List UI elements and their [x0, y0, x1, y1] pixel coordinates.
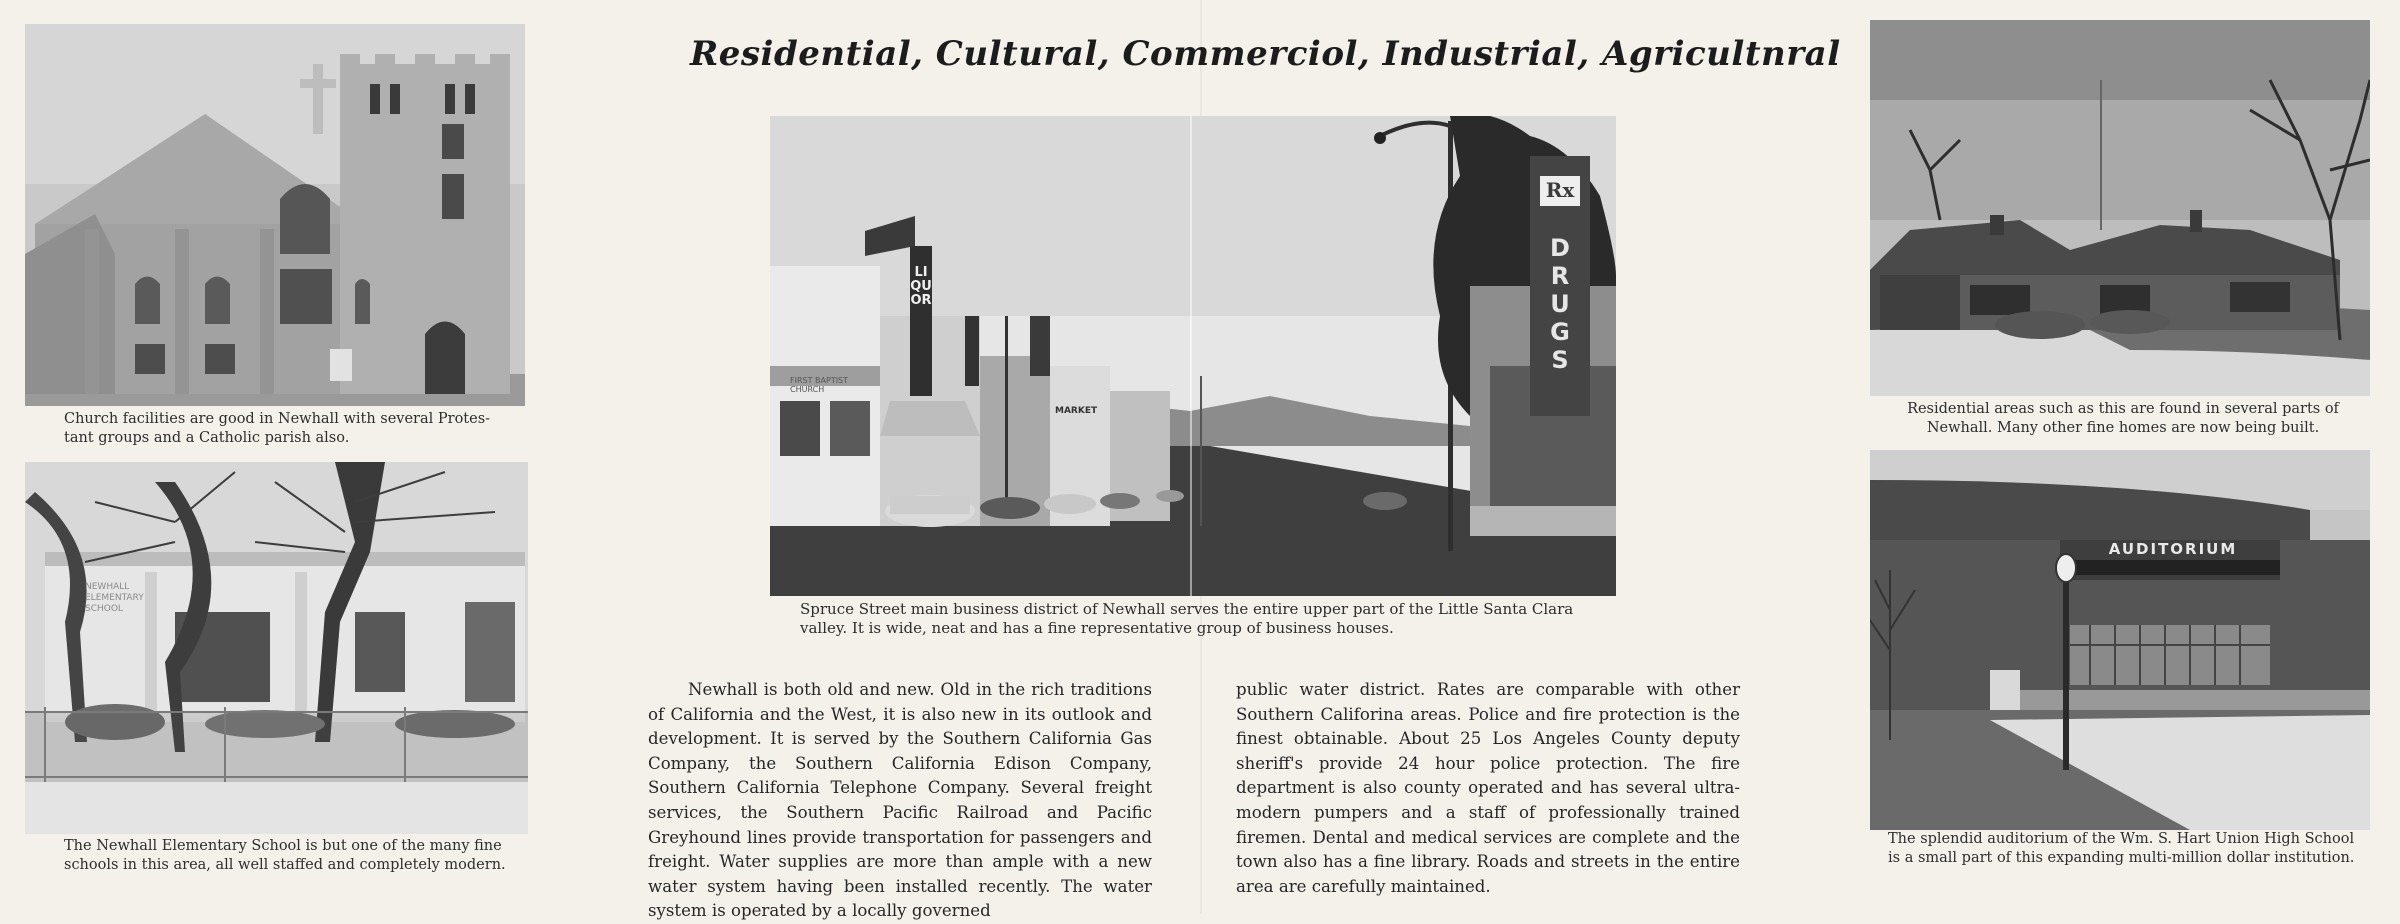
school-photo: [25, 462, 528, 834]
church-photo: [25, 24, 525, 406]
street-photo: [770, 116, 1616, 596]
auditorium-sign: AUDITORIUM: [2108, 540, 2238, 558]
drugs-sign: DRUGS: [1550, 234, 1570, 374]
school-sign: NEWHALL ELEMENTARY SCHOOL: [85, 582, 144, 614]
auditorium-photo: [1870, 450, 2370, 830]
article-column-2: public water district. Rates are comparable with other Southern Califorina areas. Police and fire protection is the finest obtainable. About 25 Los Angeles County deputy sheriff's provide 24 hour police protection. The fire department is also county operated and has several ultra-modern pumpers and a staff of professionally trained firemen. Dental and medical services are complete and the town also has a fine library. Roads and streets in the entire area are carefully maintained.: [1236, 680, 1740, 896]
liquor-sign: LIQUOR: [910, 265, 932, 308]
church-sign: FIRST BAPTIST CHURCH: [790, 376, 849, 394]
page-title: Residential, Cultural, Commerciol, Industrial, Agricultnral: [690, 34, 1841, 74]
rx-sign: Rx: [1545, 178, 1575, 202]
market-sign: MARKET: [1055, 406, 1098, 416]
residential-caption: Residential areas such as this are found in several parts of Newhall. Many other fine homes are now being built.: [1907, 401, 2339, 436]
school-caption: The Newhall Elementary School is but one of the many fine schools in this area, all well staffed and completely modern.: [64, 838, 506, 873]
article-column-1: Newhall is both old and new. Old in the rich traditions of California and the West, it is also new in its outlook and development. It is served by the Southern California Gas Company, the Southern California Edison Company, Southern California Telephone Company. Several freight services, the Southern Pacific Railroad and Pacific Greyhound lines provide transportation for passengers and freight. Water supplies are more than ample with a new water system having been installed recently. The water system is operated by a locally governed: [648, 680, 1152, 921]
residential-photo: [1870, 20, 2370, 396]
street-caption: Spruce Street main business district of Newhall serves the entire upper part of the Little Santa Clara valley. It is wide, neat and has a fine representative group of business houses.: [800, 600, 1574, 637]
auditorium-caption: The splendid auditorium of the Wm. S. Hart Union High School is a small part of this expanding multi-million dollar institution.: [1888, 831, 2355, 866]
church-caption: Church facilities are good in Newhall with several Protes-tant groups and a Catholic parish also.: [64, 411, 491, 446]
